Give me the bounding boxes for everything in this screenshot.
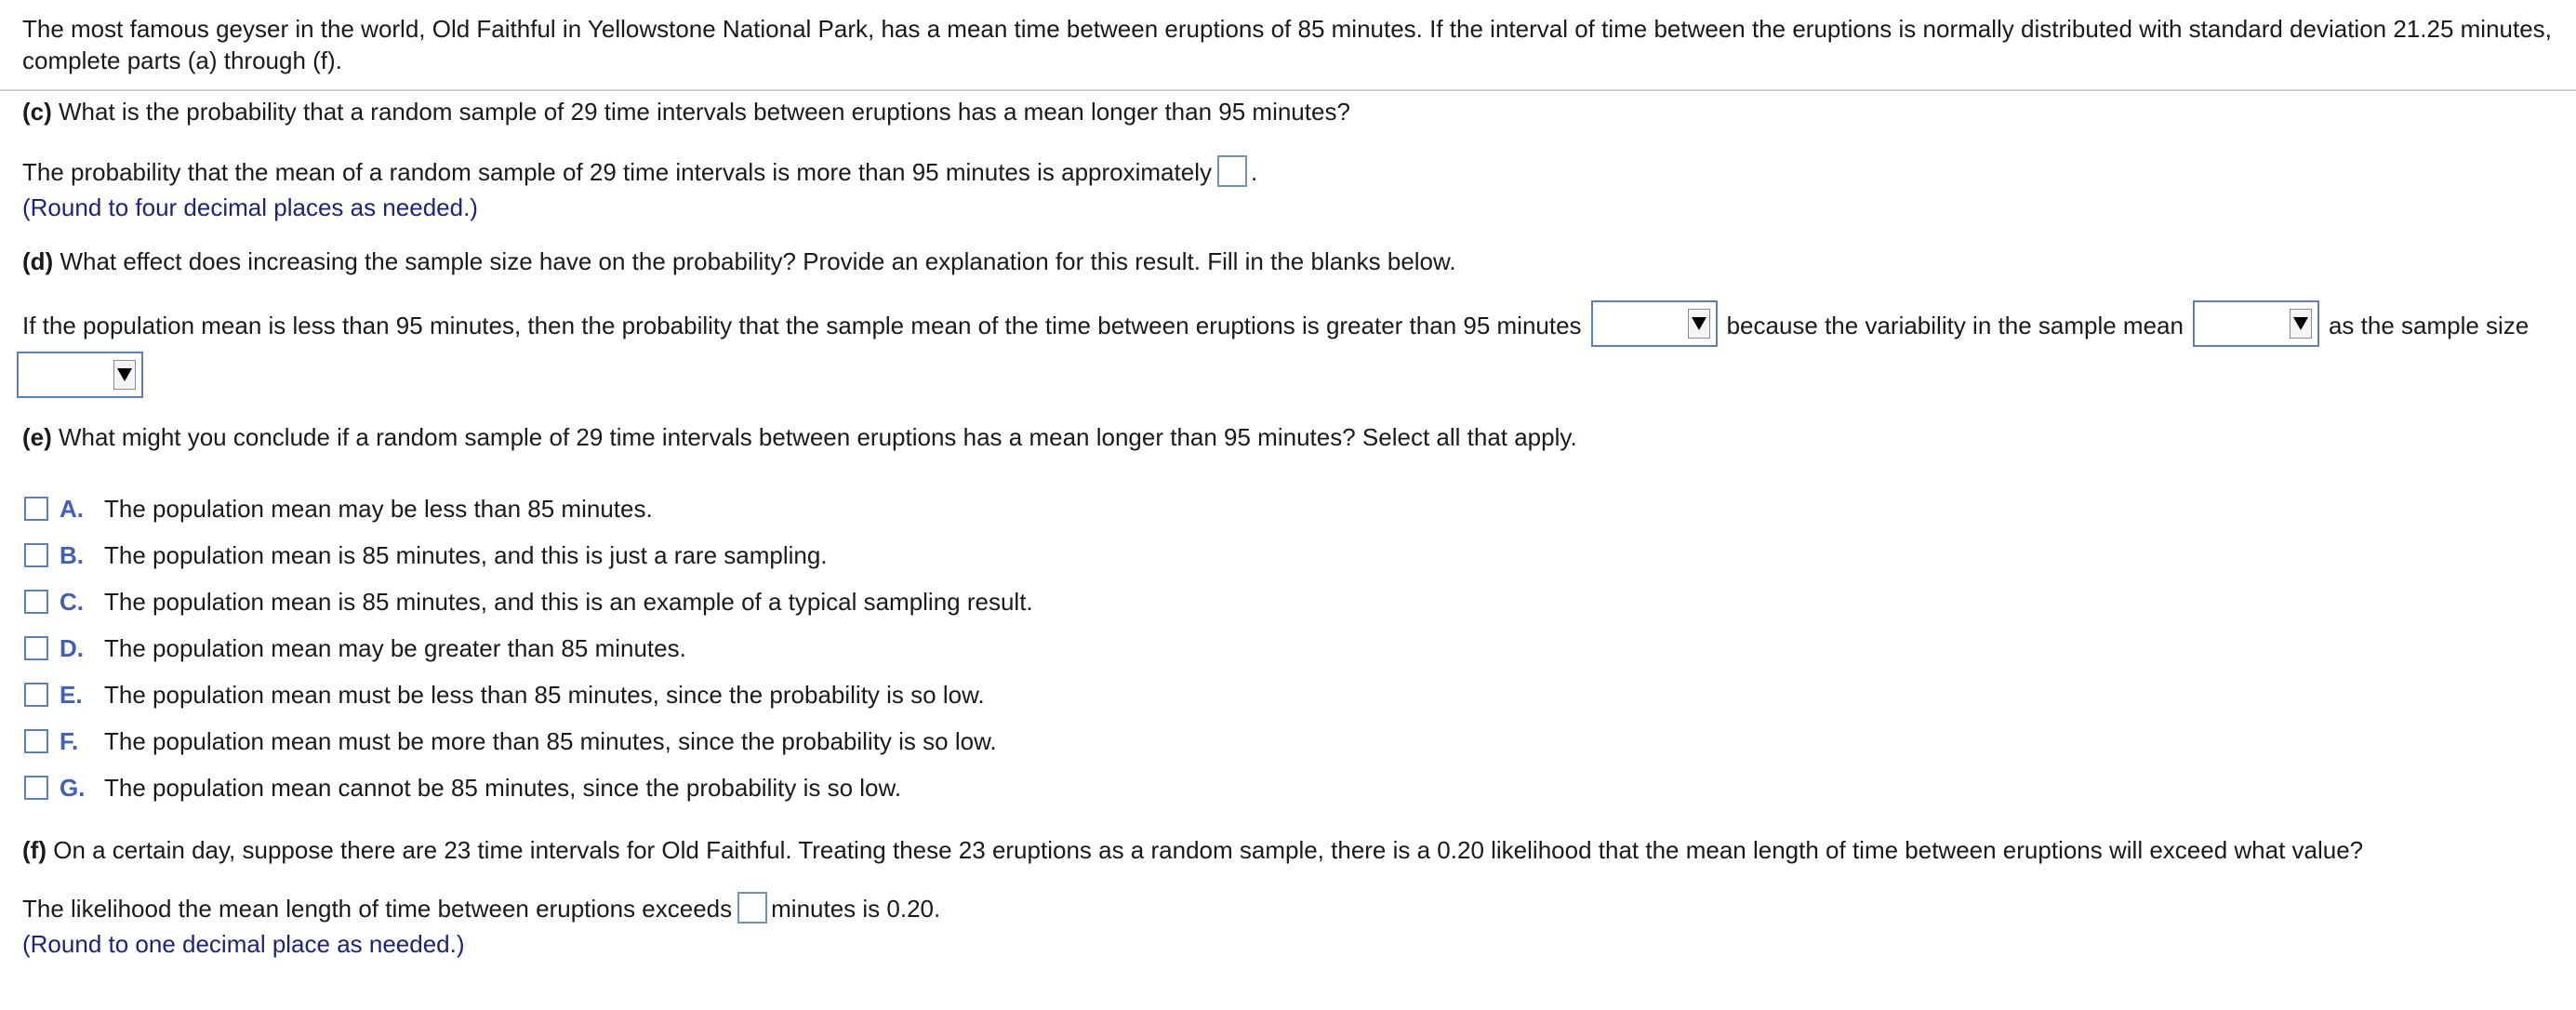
part-c-label: (c) <box>22 98 52 126</box>
option-d-checkbox[interactable] <box>24 636 48 660</box>
option-a-letter: A. <box>60 495 84 523</box>
option-f-letter: F. <box>60 727 79 755</box>
part-e-question <box>22 421 1577 453</box>
option-f-checkbox[interactable] <box>24 729 48 753</box>
part-c-hint: (Round to four decimal places as needed.) <box>22 193 478 221</box>
part-f-answer-prefix: The likelihood the mean length of time between eruptions exceeds <box>22 895 733 923</box>
option-b-letter: B. <box>60 541 84 569</box>
part-d-label: (d) <box>22 247 54 275</box>
part-d-sentence-3: as the sample size <box>2328 311 2530 339</box>
option-a[interactable] <box>22 490 653 527</box>
option-f[interactable] <box>22 723 997 760</box>
option-d-letter: D. <box>60 634 84 662</box>
probability-effect-dropdown[interactable] <box>1591 300 1718 347</box>
part-c-answer-input[interactable] <box>1217 155 1247 187</box>
option-e-text: The population mean must be less than 85 minutes, since the probability is so low. <box>104 681 985 709</box>
option-b-text: The population mean is 85 minutes, and this is just a rare sampling. <box>104 541 828 569</box>
option-c-text: The population mean is 85 minutes, and this is an example of a typical sampling result. <box>104 588 1033 616</box>
option-c[interactable] <box>22 583 1033 620</box>
part-d-question-text: What effect does increasing the sample size have on the probability? Provide an explanation for this result. Fill in the blanks below. <box>60 247 1456 275</box>
sample-size-effect-dropdown[interactable] <box>17 352 143 398</box>
part-f-answer-suffix: minutes is 0.20. <box>771 895 941 923</box>
part-e-question-text: What might you conclude if a random sample of 29 time intervals between eruptions has a mean longer than 95 minutes? Select all that apply. <box>59 423 1577 451</box>
part-d-sentence-2: because the variability in the sample mean <box>1726 311 2184 339</box>
option-e[interactable] <box>22 676 985 713</box>
option-b-checkbox[interactable] <box>24 543 48 567</box>
part-d-sentence-1: If the population mean is less than 95 minutes, then the probability that the sample mean of the time between eruptions is greater than 95 minutes <box>22 311 1582 339</box>
option-g-letter: G. <box>60 774 86 802</box>
part-d-fill-line <box>22 308 2529 347</box>
variability-effect-dropdown[interactable] <box>2193 300 2319 347</box>
part-c-answer-prefix: The probability that the mean of a random sample of 29 time intervals is more than 95 minutes is approximately <box>22 158 1212 186</box>
option-f-text: The population mean must be more than 85 minutes, since the probability is so low. <box>104 727 997 755</box>
part-c-question-text: What is the probability that a random sample of 29 time intervals between eruptions has a mean longer than 95 minutes? <box>59 98 1350 126</box>
part-f-question <box>22 834 2363 866</box>
part-f-answer-line <box>22 893 940 924</box>
option-d-text: The population mean may be greater than 85 minutes. <box>104 634 686 662</box>
option-c-letter: C. <box>60 588 84 616</box>
option-a-checkbox[interactable] <box>24 497 48 521</box>
part-f-answer-input[interactable] <box>737 892 767 924</box>
part-e-label: (e) <box>22 423 52 451</box>
part-c-answer-line <box>22 156 1257 188</box>
divider <box>0 89 2576 91</box>
option-g-checkbox[interactable] <box>24 776 48 800</box>
option-c-checkbox[interactable] <box>24 590 48 614</box>
part-c-answer-suffix: . <box>1250 158 1258 186</box>
part-f-hint: (Round to one decimal place as needed.) <box>22 930 465 958</box>
part-f-label: (f) <box>22 836 46 864</box>
part-c-question <box>22 96 1350 127</box>
option-e-letter: E. <box>60 681 83 709</box>
chevron-down-icon <box>2290 309 2312 339</box>
option-b[interactable] <box>22 537 828 574</box>
option-g[interactable] <box>22 769 901 806</box>
chevron-down-icon <box>113 360 136 390</box>
chevron-down-icon <box>1688 309 1710 339</box>
part-f-question-text: On a certain day, suppose there are 23 time intervals for Old Faithful. Treating these 23 eruptions as a random sample, there is a 0.20 likelihood that the mean length of time between eruptions will exceed what value? <box>53 836 2364 864</box>
part-d-question <box>22 246 1456 277</box>
option-e-checkbox[interactable] <box>24 683 48 707</box>
option-a-text: The population mean may be less than 85 minutes. <box>104 495 653 523</box>
option-d[interactable] <box>22 630 686 667</box>
part-d-fill-line-2 <box>17 352 143 398</box>
option-g-text: The population mean cannot be 85 minutes, since the probability is so low. <box>104 774 902 802</box>
problem-intro: The most famous geyser in the world, Old Faithful in Yellowstone National Park, has a mean time between eruptions of 85 minutes. If the interval of time between the eruptions is normally distributed with standard deviation 21.25 minutes, complete parts (a) through (f). <box>22 15 2552 74</box>
